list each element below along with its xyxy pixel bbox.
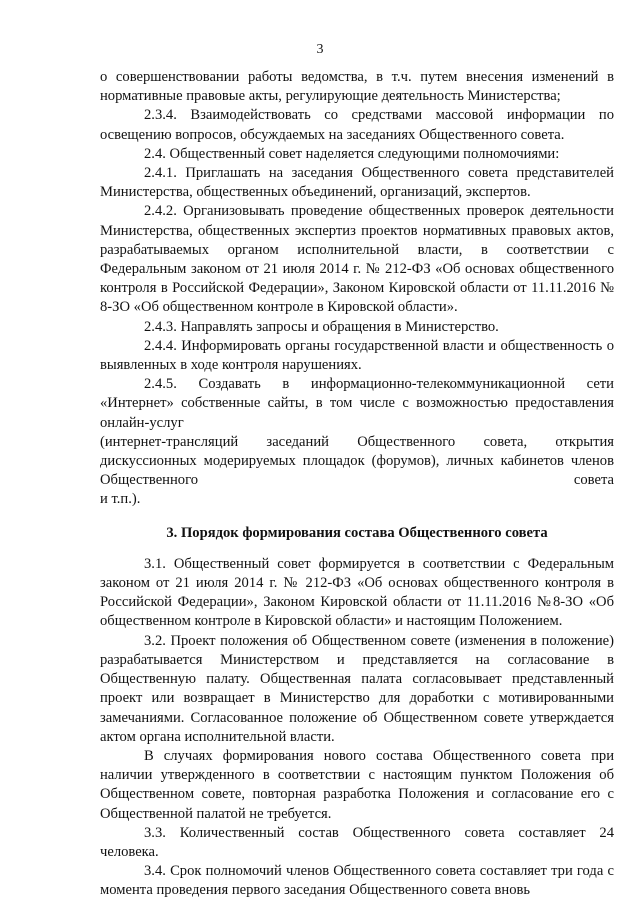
- paragraph-2-4-5: 2.4.5. Создавать в информационно-телекоммуникационной сети «Интернет» собственные сайты, в том числе с возможностью предоставления онлайн-услуг: [100, 376, 614, 431]
- page-number: 3: [316, 42, 324, 57]
- paragraph-2-4-2: 2.4.2. Организовывать проведение общественных проверок деятельности Министерства, общественных экспертиз проектов нормативных правовых актов, разрабатываемых органом исполнительной власти, в соответствии с Федеральным законом от 21 июля 2014 г. № 212-ФЗ «Об основах общественного контроля в Российской Федерации», Законом Кировской области от 11.11.2016 № 8-ЗО «Об общественном контроле в Кировской области».: [100, 203, 614, 316]
- paragraph-2-4: 2.4. Общественный совет наделяется следующими полномочиями:: [144, 145, 560, 162]
- paragraph-2-4-3: 2.4.3. Направлять запросы и обращения в Министерство.: [144, 318, 499, 335]
- paragraph-2-4-5-end: и т.п.).: [100, 491, 141, 508]
- paragraph-3-2: 3.2. Проект положения об Общественном совете (изменения в положение) разрабатывается Министерством и представляется на согласование в Общественную палату. Общественная палата согласовывает представленный проект или возвращает в Министерство для доработки с мотивированными замечаниями. Согласованное положение об Общественном совете утверждается актом органа исполнительной власти.: [100, 632, 614, 745]
- paragraph-3-1: 3.1. Общественный совет формируется в соответствии с Федеральным законом от 21 июля 2014 г. № 212-ФЗ «Об основах общественного контроля в Российской Федерации», Законом Кировской области от 11.11.2016 №8-ЗО «Об общественном контроле в Кировской области» и настоящим Положением.: [100, 555, 614, 630]
- paragraph-3-4: 3.4. Срок полномочий членов Общественного совета составляет три года с момента проведения первого заседания Общественного совета вновь: [100, 863, 614, 899]
- paragraph-continuation: о совершенствовании работы ведомства, в т.ч. путем внесения изменений в нормативные правовые акты, регулирующие деятельность Министерства;: [100, 69, 614, 105]
- paragraph-2-4-4: 2.4.4. Информировать органы государственной власти и общественность о выявленных в ходе контроля нарушениях.: [100, 337, 614, 374]
- paragraph-2-4-5-list: (интернет-трансляций заседаний Общественного совета, открытия дискуссионных модерируемых площадок (форумов), личных кабинетов членов Общественного совета: [100, 433, 614, 489]
- paragraph-3-2-cases: В случаях формирования нового состава Общественного совета при наличии утвержденного в соответствии с настоящим пунктом Положения об Общественном совете, повторная разработка Положения и согласование его с Общественной палатой не требуется.: [100, 747, 614, 822]
- paragraph-2-3-4: 2.3.4. Взаимодействовать со средствами массовой информации по освещению вопросов, обсуждаемых на заседаниях Общественного совета.: [100, 107, 614, 143]
- document-body: [100, 68, 614, 901]
- paragraph-2-4-1: 2.4.1. Приглашать на заседания Общественного совета представителей Министерства, общественных объединений, организаций, экспертов.: [100, 165, 614, 201]
- section-heading-3: 3. Порядок формирования состава Общественного совета: [166, 524, 548, 541]
- paragraph-3-3: 3.3. Количественный состав Общественного совета составляет 24 человека.: [100, 824, 614, 860]
